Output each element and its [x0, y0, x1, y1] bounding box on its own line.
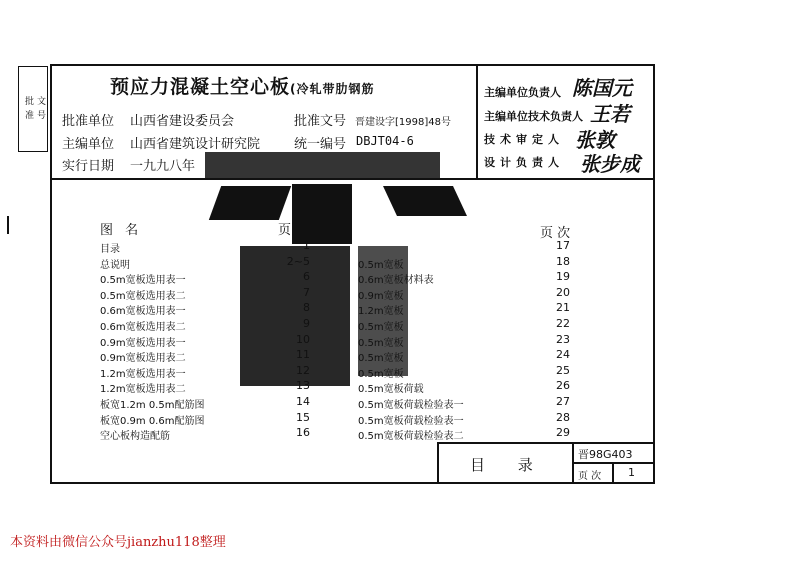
- toc-right-page: 20: [556, 285, 570, 299]
- toc-left-name: 1.2m宽板选用表二: [100, 384, 186, 396]
- toc-right-name: 0.5m宽板: [358, 368, 404, 380]
- toc-left-page: 16: [296, 426, 310, 440]
- toc-right-page: 26: [556, 379, 570, 393]
- toc-left-page: 1: [303, 239, 310, 252]
- toc-left-page: 12: [296, 363, 310, 377]
- toc-right-name: 0.5m宽板荷载检验表二: [358, 431, 464, 443]
- watermark-text: 本资料由微信公众号jianzhu118整理: [10, 535, 226, 550]
- side-label: 准: [23, 110, 33, 119]
- toc-right-name: 0.5m宽板荷载检验表一: [358, 400, 464, 411]
- toc-left-name: 0.9m宽板选用表二: [100, 353, 186, 365]
- toc-right-name: 0.9m宽板: [358, 290, 404, 302]
- title-block-divider: [612, 462, 614, 484]
- toc-left-name: 0.5m宽板选用表二: [100, 290, 186, 302]
- toc-left-name: 目录: [100, 244, 120, 255]
- toc-left-name: 0.9m宽板选用表一: [100, 337, 186, 349]
- toc-left-page: 6: [303, 270, 310, 284]
- approve-unit-label: 批准单位: [62, 114, 115, 129]
- toc-left-name: 0.6m宽板选用表一: [100, 306, 186, 318]
- doc-title: 预应力混凝土空心板(冷轧带肋钢筋: [110, 76, 375, 98]
- page-number: 1: [628, 466, 635, 479]
- side-label: 文: [35, 96, 45, 105]
- toc-right-page: 17: [556, 239, 570, 252]
- toc-right-page: 19: [556, 270, 570, 284]
- toc-right-name: 1.2m宽板: [358, 306, 404, 318]
- toc-right-name: 0.5m宽板荷载: [358, 384, 424, 396]
- toc-left-page: 11: [296, 348, 310, 362]
- effective-label: 实行日期: [62, 159, 115, 174]
- editor-unit-label: 主编单位: [62, 137, 115, 152]
- signature: 张步成: [580, 152, 640, 176]
- toc-left-page: 15: [296, 410, 310, 424]
- toc-left-page: 8: [303, 301, 310, 315]
- toc-left-page: 7: [303, 285, 310, 299]
- toc-left-name: 1.2m宽板选用表一: [100, 368, 186, 380]
- toc-right-page: 22: [556, 317, 570, 330]
- toc-left-name: 0.5m宽板选用表一: [100, 275, 186, 287]
- toc-right-page: 23: [556, 332, 570, 346]
- signature: 陈国元: [572, 76, 632, 100]
- toc-left-name: 板宽1.2m 0.5m配筋图: [100, 400, 205, 411]
- signature: 张敦: [575, 128, 615, 152]
- toc-right-page: 28: [556, 410, 570, 424]
- toc-right-name: 0.5m宽板: [358, 322, 404, 333]
- toc-right-name: 0.5m宽板: [358, 259, 404, 271]
- toc-left-page: 10: [296, 332, 310, 346]
- scan-smudge: [205, 152, 440, 180]
- toc-col-page-header: 页: [278, 223, 292, 238]
- toc-left-page: 13: [296, 379, 310, 393]
- toc-col-page-header-right: 页 次: [540, 226, 571, 241]
- toc-left-name: 总说明: [100, 259, 130, 271]
- toc-right-page: 29: [556, 426, 570, 440]
- approve-doc: 晋建设字[1998]48号: [355, 117, 451, 128]
- scan-smudge: [292, 184, 352, 244]
- page-label: 页 次: [578, 471, 602, 482]
- header-vdivider: [476, 64, 478, 180]
- toc-left-name: 板宽0.9m 0.6m配筋图: [100, 415, 205, 427]
- scan-smudge: [209, 186, 291, 220]
- toc-left-name: 0.6m宽板选用表二: [100, 322, 186, 333]
- toc-right-name: 0.5m宽板: [358, 337, 404, 349]
- toc-right-name: 0.5m宽板: [358, 353, 404, 365]
- serial-label: 统一编号: [294, 137, 347, 152]
- toc-col-name-header: 图 名: [100, 223, 143, 238]
- toc-right-page: 18: [556, 254, 570, 268]
- serial: DBJT04-6: [356, 134, 414, 148]
- toc-right-page: 27: [556, 395, 570, 408]
- toc-right-name: 0.5m宽板荷载检验表一: [358, 415, 464, 427]
- toc-left-name: 空心板构造配筋: [100, 431, 170, 443]
- responsible-role: 主编单位负责人: [484, 86, 561, 99]
- toc-right-page: 24: [556, 348, 570, 362]
- approve-doc-label: 批准文号: [294, 114, 347, 129]
- editor-unit: 山西省建筑设计研究院: [130, 137, 261, 152]
- toc-left-page: 9: [303, 317, 310, 330]
- scan-smudge: [383, 186, 467, 216]
- toc-right-page: 25: [556, 363, 570, 377]
- toc-left-page: 14: [296, 395, 310, 408]
- responsible-role: 主编单位技术负责人: [484, 110, 583, 123]
- drawing-name: 目 录: [470, 456, 547, 474]
- effective-date: 一九九八年: [130, 159, 196, 174]
- side-label: 批: [23, 96, 33, 105]
- left-margin-mark: [7, 216, 9, 234]
- toc-right-page: 21: [556, 301, 570, 315]
- responsible-role: 设计负责人: [484, 156, 564, 169]
- drawing-code: 晋98G403: [578, 448, 633, 461]
- toc-right-name: 0.6m宽板材料表: [358, 275, 434, 287]
- signature: 王若: [590, 102, 630, 126]
- responsible-role: 技术审定人: [484, 133, 564, 146]
- side-label: 号: [35, 110, 45, 119]
- side-stamp: [18, 66, 48, 152]
- toc-left-page: 2~5: [286, 254, 310, 268]
- approve-unit: 山西省建设委员会: [130, 114, 235, 129]
